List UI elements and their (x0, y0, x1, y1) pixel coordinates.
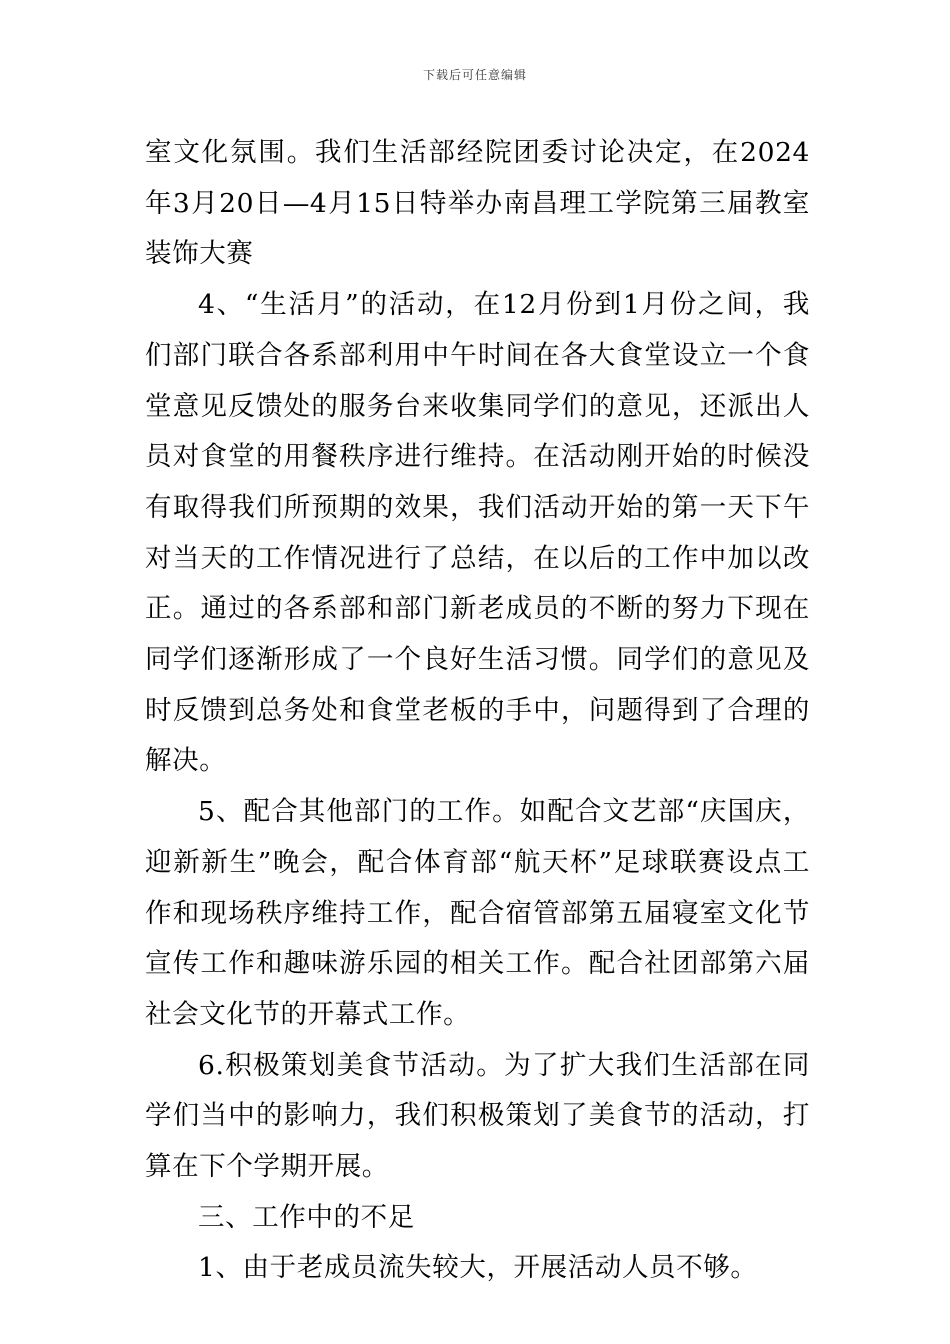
paragraph-item-6: 6.积极策划美食节活动。为了扩大我们生活部在同学们当中的影响力，我们积极策划了美食节的活动，打算在下个学期开展。 (145, 1049, 810, 1183)
paragraph-item-4: 4、“生活月”的活动，在12月份到1月份之间，我们部门联合各系部利用中午时间在各大食堂设立一个食堂意见反馈处的服务台来收集同学们的意见，还派出人员对食堂的用餐秩序进行维持。在活动刚开始的时候没有取得我们所预期的效果，我们活动开始的第一天下午对当天的工作情况进行了总结，在以后的工作中加以改正。通过的各系部和部门新老成员的不断的努力下现在同学们逐渐形成了一个良好生活习惯。同学们的意见及时反馈到总务处和食堂老板的手中，问题得到了合理的解决。 (145, 289, 810, 777)
paragraph-continuation: 室文化氛围。我们生活部经院团委讨论决定，在2024年3月20日—4月15日特举办南昌理工学院第三届教室装饰大赛 (145, 137, 810, 270)
paragraph-shortcoming-1: 1、由于老成员流失较大，开展活动人员不够。 (198, 1252, 758, 1284)
paragraph-item-5: 5、配合其他部门的工作。如配合文艺部“庆国庆，迎新新生”晚会，配合体育部“航天杯”足球联赛设点工作和现场秩序维持工作，配合宿管部第五届寝室文化节宣传工作和趣味游乐园的相关工作。配合社团部第六届社会文化节的开幕式工作。 (145, 796, 810, 1030)
section-heading-shortcomings: 三、工作中的不足 (198, 1201, 415, 1233)
header-note: 下载后可任意编辑 (422, 68, 527, 82)
document-body (145, 128, 810, 1294)
